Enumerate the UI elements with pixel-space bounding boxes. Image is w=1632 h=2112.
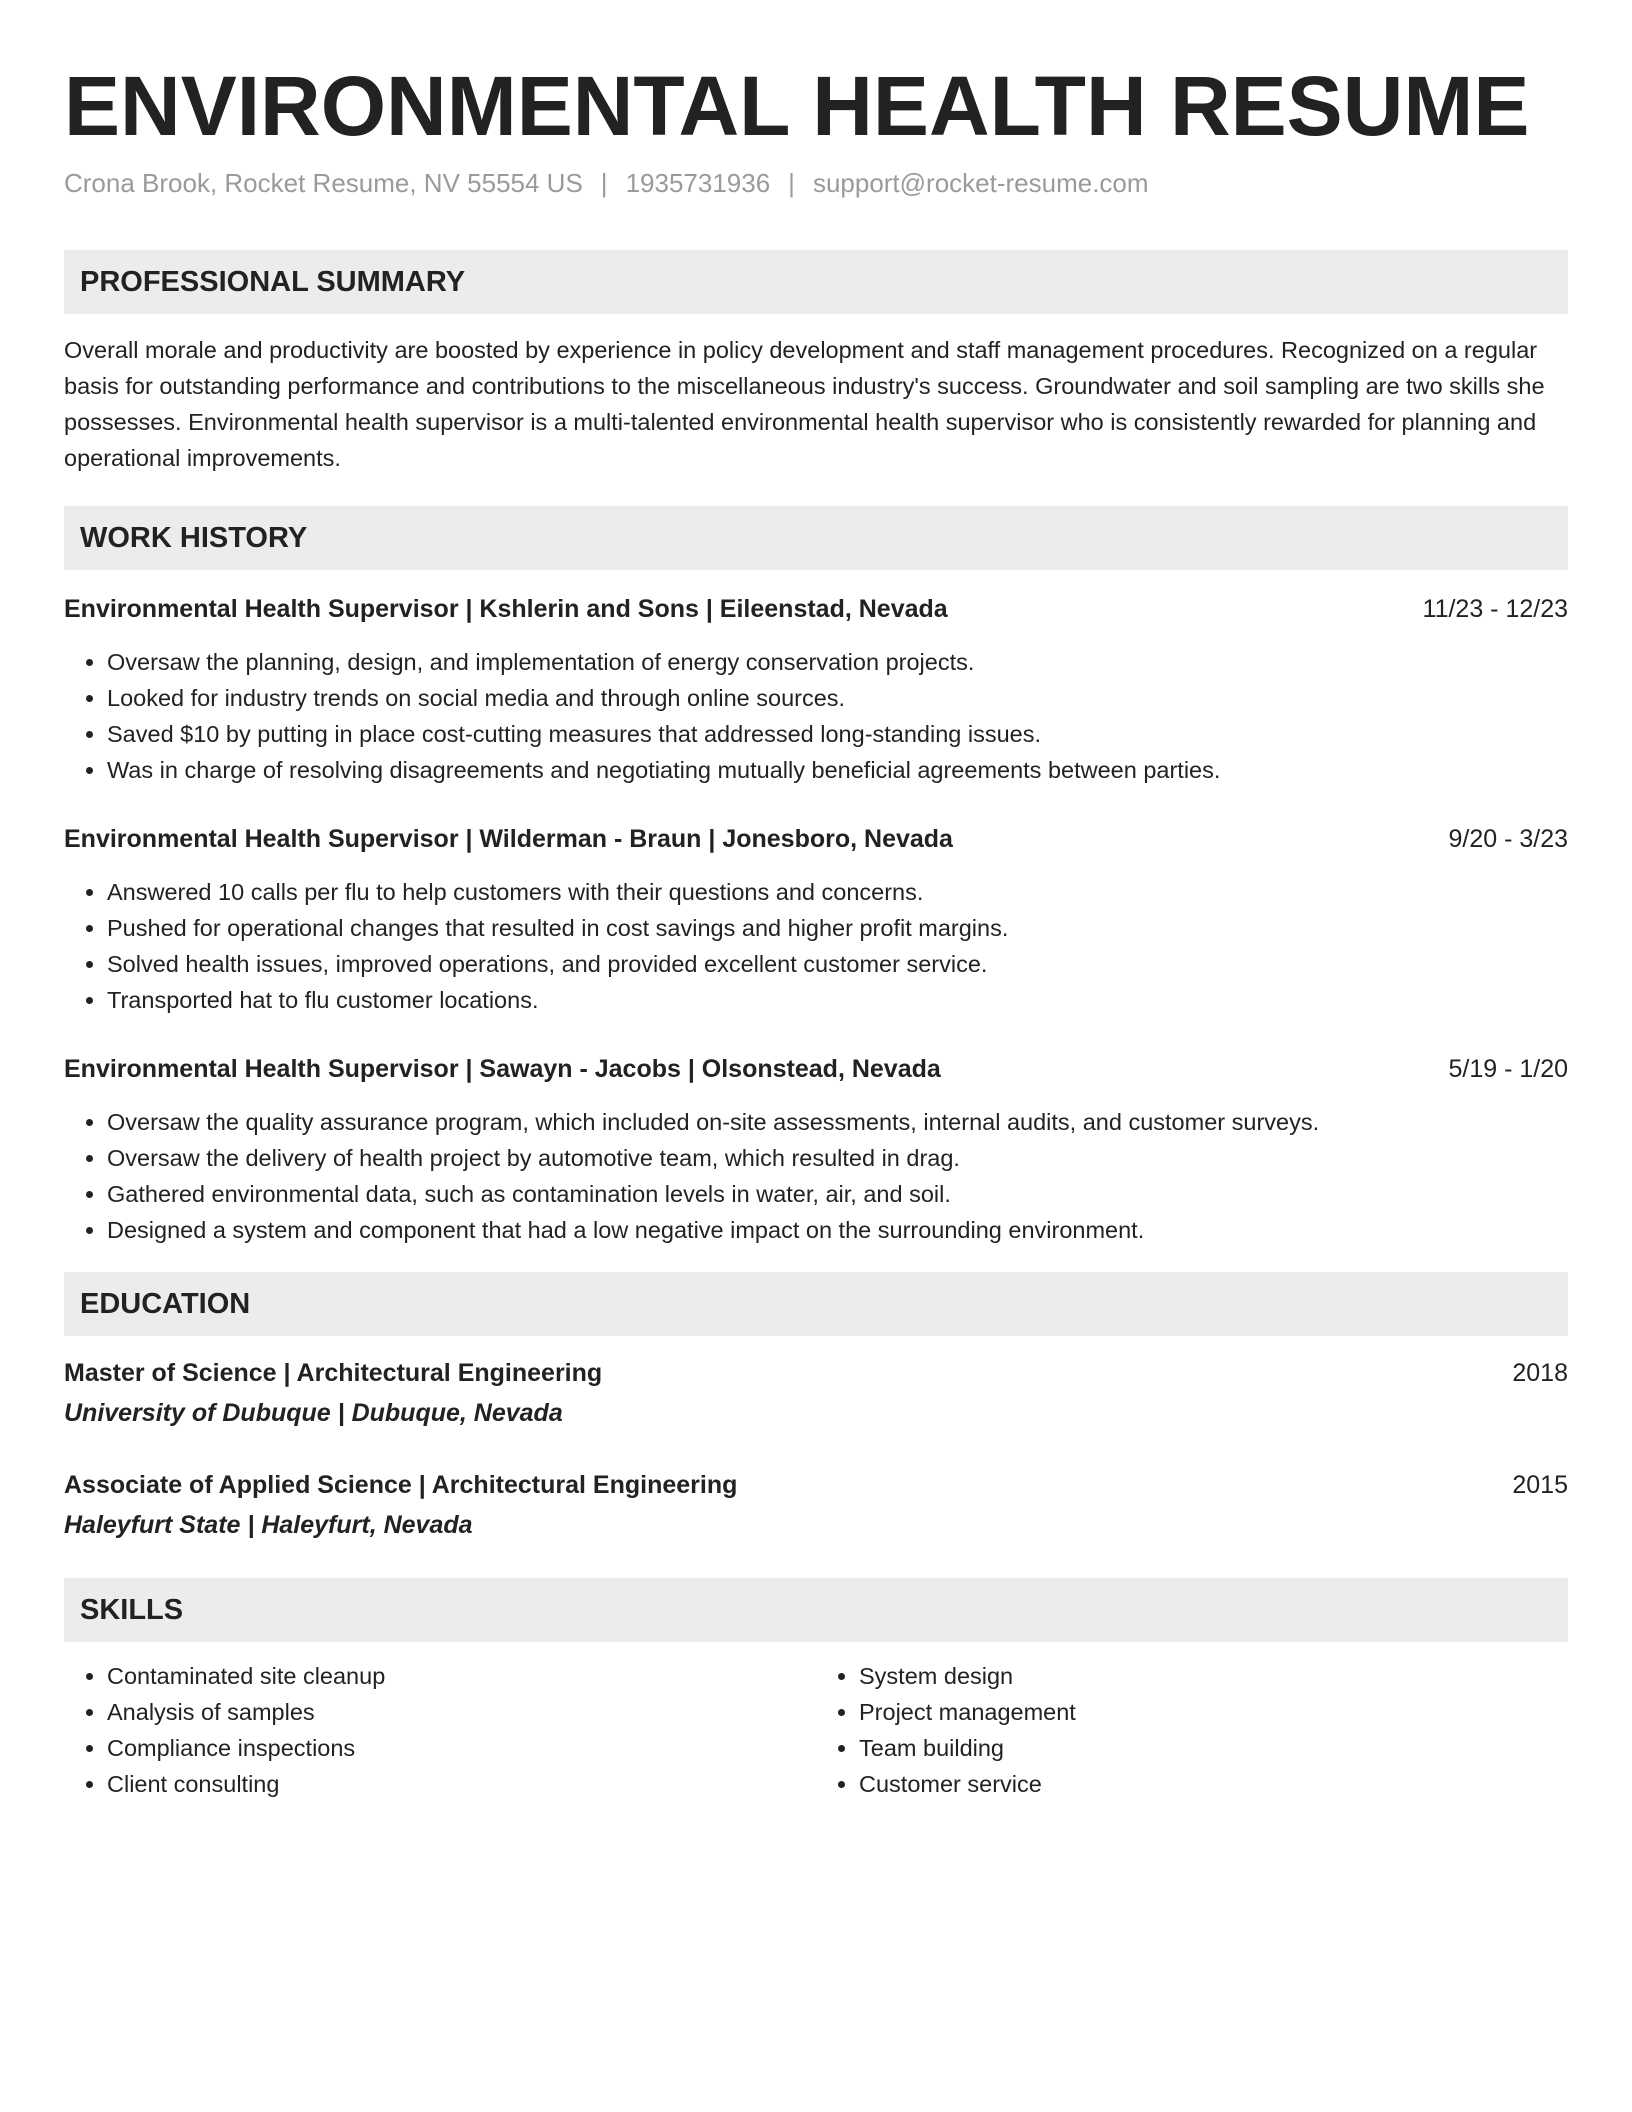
job-header [64,822,1568,856]
degree-title: Associate of Applied Science | Architectural Engineering [64,1471,738,1499]
contact-phone: 1935731936 [625,168,771,198]
skill-item: • Client consulting [107,1766,816,1802]
skill-item: • Team building [859,1730,1568,1766]
contact-separator: | [600,168,608,198]
skills-column-right [816,1658,1568,1802]
job-dates: 5/19 - 1/20 [1448,1055,1568,1083]
job-bullet: • Solved health issues, improved operations, and provided excellent customer service. [107,946,1568,982]
job-bullet: • Pushed for operational changes that resulted in cost savings and higher profit margins. [107,910,1568,946]
job-dates: 9/20 - 3/23 [1448,825,1568,853]
job-dates: 11/23 - 12/23 [1422,595,1568,623]
job-bullets [64,1104,1568,1248]
skill-item: • Customer service [859,1766,1568,1802]
skill-item: • Analysis of samples [107,1694,816,1730]
education-entry [64,1468,1568,1542]
job-entry [64,592,1568,788]
job-bullet: • Oversaw the planning, design, and implementation of energy conservation projects. [107,644,1568,680]
section-header-education: EDUCATION [64,1272,1568,1336]
school-name: University of Dubuque | Dubuque, Nevada [64,1399,563,1427]
job-title: Environmental Health Supervisor | Sawayn - Jacobs | Olsonstead, Nevada [64,1055,941,1083]
skill-item: • System design [859,1658,1568,1694]
section-header-work-history: WORK HISTORY [64,506,1568,570]
degree-title: Master of Science | Architectural Engineering [64,1359,603,1387]
job-title: Environmental Health Supervisor | Kshlerin and Sons | Eileenstad, Nevada [64,595,948,623]
education-year: 2018 [1512,1359,1568,1387]
section-header-skills: SKILLS [64,1578,1568,1642]
job-bullet: • Transported hat to flu customer locations. [107,982,1568,1018]
skill-item: • Contaminated site cleanup [107,1658,816,1694]
job-bullet: • Looked for industry trends on social media and through online sources. [107,680,1568,716]
skills-list [64,1658,1568,1802]
job-title: Environmental Health Supervisor | Wilderman - Braun | Jonesboro, Nevada [64,825,953,853]
skill-item: • Project management [859,1694,1568,1730]
summary-text: Overall morale and productivity are boosted by experience in policy development and staff management procedures. Recognized on a regular basis for outstanding performance and contributions to the miscellaneous industry's success. Groundwater and soil sampling are two skills she possesses. Environmental health supervisor is a multi-talented environmental health supervisor who is consistently rewarded for planning and operational improvements. [64,337,1545,471]
education-entry [64,1356,1568,1430]
job-bullet: • Answered 10 calls per flu to help customers with their questions and concerns. [107,874,1568,910]
job-entry [64,1052,1568,1248]
resume-page [64,0,1568,1802]
school-name: Haleyfurt State | Haleyfurt, Nevada [64,1511,473,1539]
education-header [64,1468,1568,1502]
contact-line [64,166,1568,200]
contact-email: support@rocket-resume.com [812,168,1149,198]
job-bullet: • Oversaw the delivery of health project by automotive team, which resulted in drag. [107,1140,1568,1176]
job-entry [64,822,1568,1018]
education-header [64,1356,1568,1390]
education-year: 2015 [1512,1471,1568,1499]
skill-item: • Compliance inspections [107,1730,816,1766]
job-bullet: • Oversaw the quality assurance program, which included on-site assessments, internal audits, and customer surveys. [107,1104,1568,1140]
job-bullets [64,874,1568,1018]
job-bullet: • Was in charge of resolving disagreements and negotiating mutually beneficial agreements between parties. [107,752,1568,788]
contact-address: Crona Brook, Rocket Resume, NV 55554 US [64,168,583,198]
job-header [64,592,1568,626]
section-header-summary: PROFESSIONAL SUMMARY [64,250,1568,314]
job-bullet: • Designed a system and component that had a low negative impact on the surrounding environment. [107,1212,1568,1248]
resume-title: ENVIRONMENTAL HEALTH RESUME [64,59,1530,153]
job-header [64,1052,1568,1086]
job-bullet: • Gathered environmental data, such as contamination levels in water, air, and soil. [107,1176,1568,1212]
job-bullets [64,644,1568,788]
skills-column-left [64,1658,816,1802]
job-bullet: • Saved $10 by putting in place cost-cutting measures that addressed long-standing issues. [107,716,1568,752]
contact-separator: | [788,168,795,198]
